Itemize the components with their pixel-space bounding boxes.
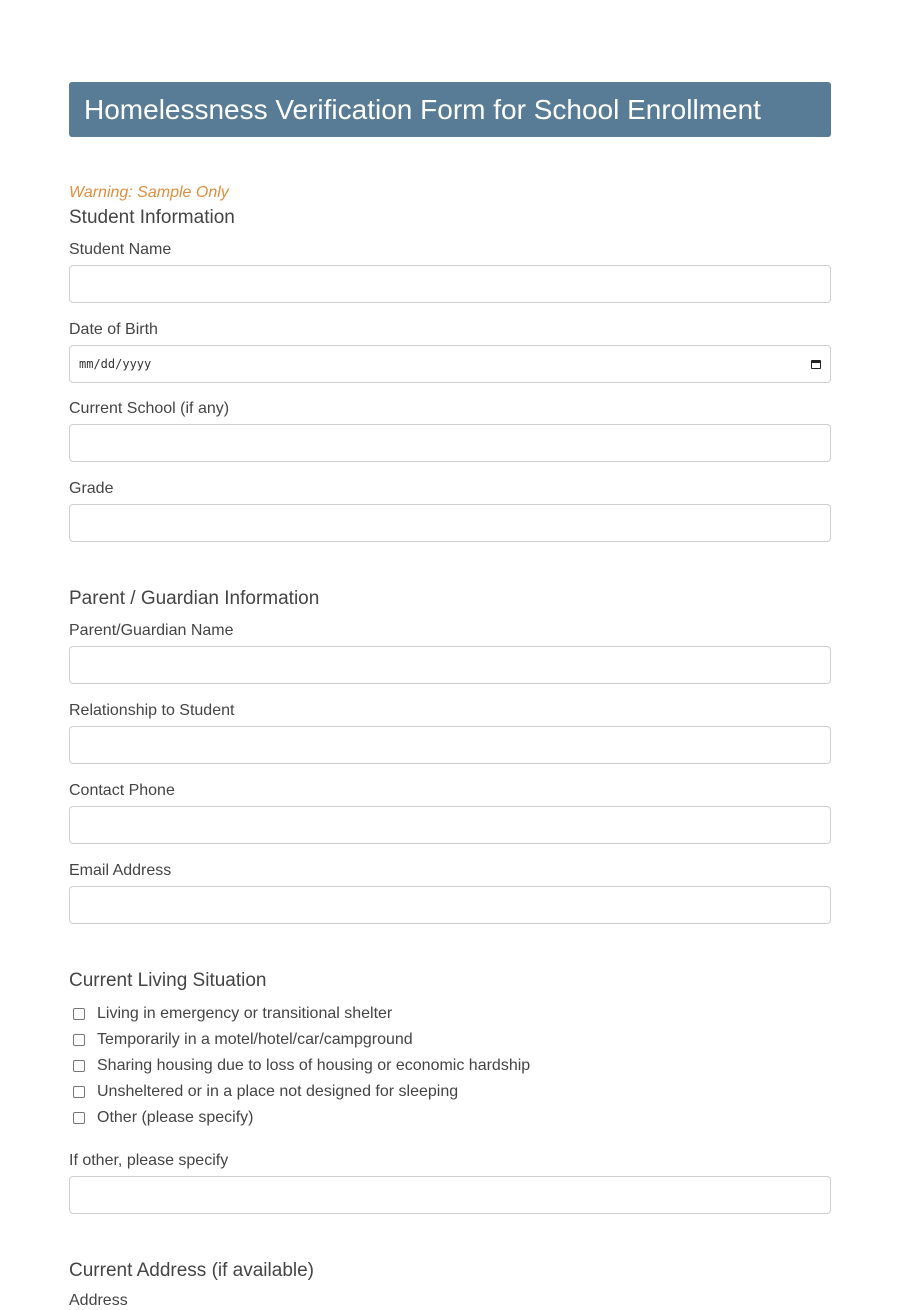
sample-warning: Warning: Sample Only [69, 184, 229, 201]
guardian-name-label: Parent/Guardian Name [69, 622, 234, 639]
dob-label: Date of Birth [69, 321, 158, 338]
student-name-input[interactable] [69, 265, 831, 303]
relationship-label: Relationship to Student [69, 702, 235, 719]
guardian-name-input[interactable] [69, 646, 831, 684]
dob-input[interactable] [69, 345, 831, 383]
form-title-bar [69, 82, 831, 137]
living-section-title: Current Living Situation [69, 970, 267, 991]
checkbox[interactable] [73, 1008, 85, 1020]
student-name-label: Student Name [69, 241, 172, 258]
email-input[interactable] [69, 886, 831, 924]
current-school-input[interactable] [69, 424, 831, 462]
living-option-motel[interactable] [69, 1027, 530, 1053]
current-school-label: Current School (if any) [69, 400, 230, 417]
page-title: Homelessness Verification Form for School Enrollment [84, 93, 761, 125]
checkbox[interactable] [73, 1034, 85, 1046]
checkbox[interactable] [73, 1112, 85, 1124]
relationship-input[interactable] [69, 726, 831, 764]
contact-phone-label: Contact Phone [69, 782, 175, 799]
living-situation-options [69, 1001, 530, 1131]
grade-label: Grade [69, 480, 114, 497]
living-option-unsheltered[interactable] [69, 1079, 530, 1105]
contact-phone-input[interactable] [69, 806, 831, 844]
email-label: Email Address [69, 862, 172, 879]
other-specify-input[interactable] [69, 1176, 831, 1214]
student-section-title: Student Information [69, 207, 235, 228]
living-option-other[interactable] [69, 1105, 530, 1131]
living-option-shelter[interactable] [69, 1001, 530, 1027]
option-label: Living in emergency or transitional shelter [97, 1005, 393, 1022]
option-label: Other (please specify) [97, 1109, 254, 1126]
guardian-section-title: Parent / Guardian Information [69, 588, 320, 609]
calendar-icon[interactable] [811, 360, 821, 369]
dob-placeholder: mm/dd/yyyy [79, 357, 152, 371]
checkbox[interactable] [73, 1060, 85, 1072]
address-section-title: Current Address (if available) [69, 1260, 314, 1281]
address-label: Address [69, 1292, 128, 1309]
other-specify-label: If other, please specify [69, 1152, 229, 1169]
grade-input[interactable] [69, 504, 831, 542]
living-option-sharing[interactable] [69, 1053, 530, 1079]
option-label: Unsheltered or in a place not designed for sleeping [97, 1083, 459, 1100]
checkbox[interactable] [73, 1086, 85, 1098]
option-label: Temporarily in a motel/hotel/car/campground [97, 1031, 413, 1048]
option-label: Sharing housing due to loss of housing or economic hardship [97, 1057, 531, 1074]
